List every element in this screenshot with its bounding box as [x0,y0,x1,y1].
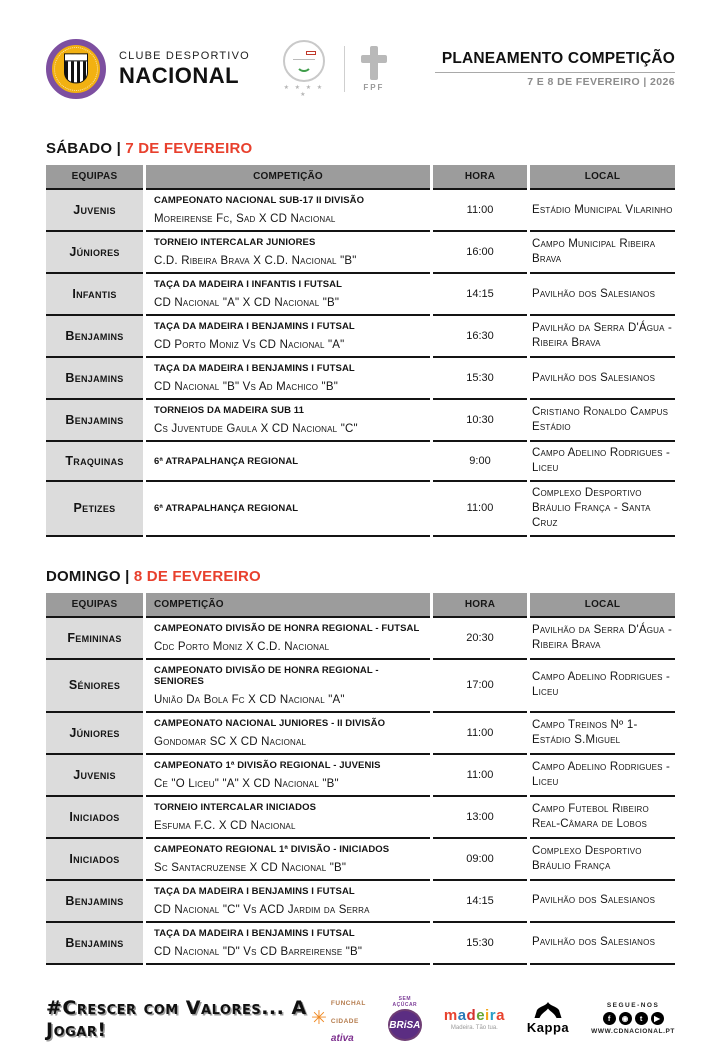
team-cell: Júniores [46,711,143,753]
funchal-ativa-logo [311,992,366,1046]
competition-title: 6ª ATRAPALHANÇA REGIONAL [154,455,299,467]
competition-cell [146,711,430,753]
competition-title: TORNEIO INTERCALAR INICIADOS [154,801,317,813]
match-text: CD Nacional "C" Vs ACD Jardim da Serra [154,903,370,916]
competition-title: TAÇA DA MADEIRA I BENJAMINS I FUTSAL [154,321,355,332]
kappa-wordmark: Kappa [526,1020,570,1036]
date-label: 7 DE FEVEREIRO [125,140,253,157]
day-label: SÁBADO | [46,140,121,157]
page-footer [0,992,713,1046]
club-name-line1: CLUBE DESPORTIVO [119,49,250,62]
match-text: Esfuma F.C. X CD Nacional [154,819,296,832]
venue-cell: Pavilhão dos Salesianos [530,879,675,921]
team-cell: Traquinas [46,440,143,480]
follow-us-label: SEGUE-NOS [606,1002,660,1010]
saturday-schedule-table [46,165,675,537]
match-text: CD Nacional "D" Vs CD Barreirense "B" [154,945,363,958]
team-cell: Benjamins [46,314,143,356]
competition-title: TAÇA DA MADEIRA I INFANTIS I FUTSAL [154,279,343,290]
competition-title: 6ª ATRAPALHANÇA REGIONAL [154,502,299,514]
competition-cell [146,398,430,440]
team-cell: Benjamins [46,356,143,398]
column-header-local: LOCAL [530,593,675,616]
sunday-section [46,568,675,965]
madeira-letter: r [489,1006,497,1024]
club-name-line2: NACIONAL [119,62,240,88]
venue-cell: Pavilhão dos Salesianos [530,356,675,398]
time-cell: 11:00 [433,711,527,753]
team-cell: Juvenis [46,753,143,795]
madeira-logo [444,1007,505,1031]
competition-title: TAÇA DA MADEIRA I BENJAMINS I FUTSAL [154,885,355,897]
funchal-runner-icon: ✳ [311,1008,327,1030]
venue-cell: Cristiano Ronaldo Campus Estádio [530,398,675,440]
slogan-text: #Crescer com Valores... A Jogar! [46,996,307,1041]
match-text: Cdc Porto Moniz X C.D. Nacional [154,640,330,653]
madeira-letter: m [443,1006,458,1024]
page-title: PLANEAMENTO COMPETIÇÃO [441,50,675,67]
team-cell: Júniores [46,230,143,272]
club-name [119,50,250,89]
team-cell: Iniciados [46,837,143,879]
match-text: CD Nacional "A" X CD Nacional "B" [154,297,340,309]
column-header-competicao: COMPETIÇÃO [146,593,430,616]
match-text: Gondomar SC X CD Nacional [154,735,307,748]
competition-title: TAÇA DA MADEIRA I BENJAMINS I FUTSAL [154,927,355,939]
sunday-schedule-table [46,593,675,965]
venue-cell: Pavilhão dos Salesianos [530,272,675,314]
header-divider [344,46,345,92]
main-content [0,140,713,965]
team-cell: Benjamins [46,921,143,965]
venue-cell: Campo Adelino Rodrigues - Liceu [530,753,675,795]
competition-cell [146,795,430,837]
funchal-label-1: FUNCHAL [330,999,366,1007]
certification-stars: ★ ★ ★ ★ ★ [283,85,325,98]
madeira-letter: a [496,1006,505,1024]
column-header-competicao: COMPETIÇÃO [146,165,430,188]
venue-cell: Campo Municipal Ribeira Brava [530,230,675,272]
competition-title: CAMPEONATO DIVISÃO DE HONRA REGIONAL - SENIORES [154,664,379,687]
page-header [0,0,713,104]
time-cell: 13:00 [433,795,527,837]
time-cell: 15:30 [433,356,527,398]
kappa-logo [527,1002,569,1035]
competition-cell [146,188,430,230]
title-rule [435,72,675,73]
website-url[interactable]: WWW.CDNACIONAL.PT [591,1028,675,1036]
time-cell: 11:00 [433,188,527,230]
time-cell: 14:15 [433,879,527,921]
time-cell: 14:15 [433,272,527,314]
venue-cell: Campo Treinos Nº 1- Estádio S.Miguel [530,711,675,753]
column-header-equipas: EQUIPAS [46,165,143,188]
competition-cell [146,356,430,398]
venue-cell: Pavilhão da Serra D'Água - Ribeira Brava [530,314,675,356]
competition-cell [146,837,430,879]
venue-cell: Pavilhão da Serra D'Água - Ribeira Brava [530,616,675,658]
venue-cell: Campo Adelino Rodrigues - Liceu [530,658,675,711]
time-cell: 9:00 [433,440,527,480]
certification-green-arc [296,56,312,72]
time-cell: 17:00 [433,658,527,711]
team-cell: Petizes [46,480,143,537]
team-cell: Iniciados [46,795,143,837]
social-icons-row [591,1012,675,1025]
certification-red-mark [306,51,316,55]
competition-title: CAMPEONATO NACIONAL JUNIORES - II DIVISÃO [154,717,386,729]
madeira-letter: e [476,1006,486,1024]
match-text: União Da Bola Fc X CD Nacional "A" [154,693,345,706]
time-cell: 15:30 [433,921,527,965]
saturday-section [46,140,675,537]
document-title-block [435,50,675,88]
time-cell: 11:00 [433,753,527,795]
time-cell: 16:00 [433,230,527,272]
facebook-icon[interactable]: f [603,1012,616,1025]
column-header-hora: HORA [433,593,527,616]
page-subtitle: 7 E 8 DE FEVEREIRO | 2026 [527,76,675,88]
competition-cell [146,879,430,921]
twitter-icon[interactable]: t [635,1012,648,1025]
match-text: Sc Santacruzense X CD Nacional "B" [154,861,347,874]
match-text: Moreirense Fc, Sad X CD Nacional [154,213,336,225]
sunday-title [46,568,675,585]
funchal-label-3: ativa [330,1032,354,1044]
club-crest-icon [46,39,106,99]
fpf-logo-icon [359,46,389,92]
match-text: CD Nacional "B" Vs Ad Machico "B" [154,381,338,393]
competition-title: CAMPEONATO REGIONAL 1ª DIVISÃO - INICIADOS [154,843,390,855]
competition-cell [146,440,430,480]
madeira-letter: i [485,1006,490,1024]
venue-cell: Complexo Desportivo Bráulio França - Santa Cruz [530,480,675,537]
competition-cell [146,753,430,795]
match-text: Cs Juventude Gaula X CD Nacional "C" [154,423,358,435]
team-cell: Benjamins [46,398,143,440]
venue-cell: Complexo Desportivo Bráulio França [530,837,675,879]
brisa-logo [388,996,422,1041]
fpf-cross-icon [359,46,389,80]
team-cell: Infantis [46,272,143,314]
funchal-label-2: CIDADE [330,1017,359,1025]
day-label: DOMINGO | [46,567,130,585]
certification-badge-icon [280,40,328,98]
venue-cell: Estádio Municipal Vilarinho [530,188,675,230]
kappa-figures-icon [531,1002,565,1019]
competition-cell [146,480,430,537]
match-text: CD Porto Moniz Vs CD Nacional "A" [154,339,345,351]
competition-cell [146,314,430,356]
time-cell: 16:30 [433,314,527,356]
match-text: C.D. Ribeira Brava X C.D. Nacional "B" [154,255,357,267]
venue-cell: Campo Adelino Rodrigues - Liceu [530,440,675,480]
competition-title: CAMPEONATO DIVISÃO DE HONRA REGIONAL - FUTSAL [154,622,420,634]
column-header-equipas: EQUIPAS [46,593,143,616]
competition-cell [146,658,430,711]
team-cell: Femininas [46,616,143,658]
venue-cell: Pavilhão dos Salesianos [530,921,675,965]
time-cell: 09:00 [433,837,527,879]
madeira-wordmark [444,1007,505,1024]
saturday-title [46,140,675,157]
brisa-badge-icon: BRiSA [388,1009,422,1041]
madeira-letter: d [466,1006,477,1024]
crest-shield [64,53,88,83]
date-label: 8 DE FEVEREIRO [133,567,261,585]
time-cell: 11:00 [433,480,527,537]
madeira-letter: a [457,1006,467,1024]
certification-circle [283,40,325,82]
brisa-tagline: SEM AÇÚCAR [392,996,418,1009]
column-header-local: LOCAL [530,165,675,188]
competition-title: TORNEIO INTERCALAR JUNIORES [154,237,316,248]
madeira-tagline: Madeira. Tão tua. [450,1024,498,1031]
competition-title: TORNEIOS DA MADEIRA SUB 11 [154,405,305,416]
column-header-hora: HORA [433,165,527,188]
competition-cell [146,230,430,272]
sponsor-logos [311,992,675,1046]
competition-cell [146,616,430,658]
youtube-icon[interactable]: ▶ [651,1012,664,1025]
time-cell: 20:30 [433,616,527,658]
team-cell: Séniores [46,658,143,711]
fpf-label: FPF [363,83,385,92]
instagram-icon[interactable]: ◉ [619,1012,632,1025]
competition-cell [146,272,430,314]
team-cell: Juvenis [46,188,143,230]
match-text: Ce "O Liceu" "A" X CD Nacional "B" [154,777,339,790]
competition-title: CAMPEONATO 1ª DIVISÃO REGIONAL - JUVENIS [154,759,381,771]
competition-title: TAÇA DA MADEIRA I BENJAMINS I FUTSAL [154,363,355,374]
competition-cell [146,921,430,965]
competition-title: CAMPEONATO NACIONAL SUB-17 II DIVISÃO [154,195,365,206]
social-block [591,1002,675,1035]
venue-cell: Campo Futebol Ribeiro Real-Câmara de Lobos [530,795,675,837]
team-cell: Benjamins [46,879,143,921]
time-cell: 10:30 [433,398,527,440]
